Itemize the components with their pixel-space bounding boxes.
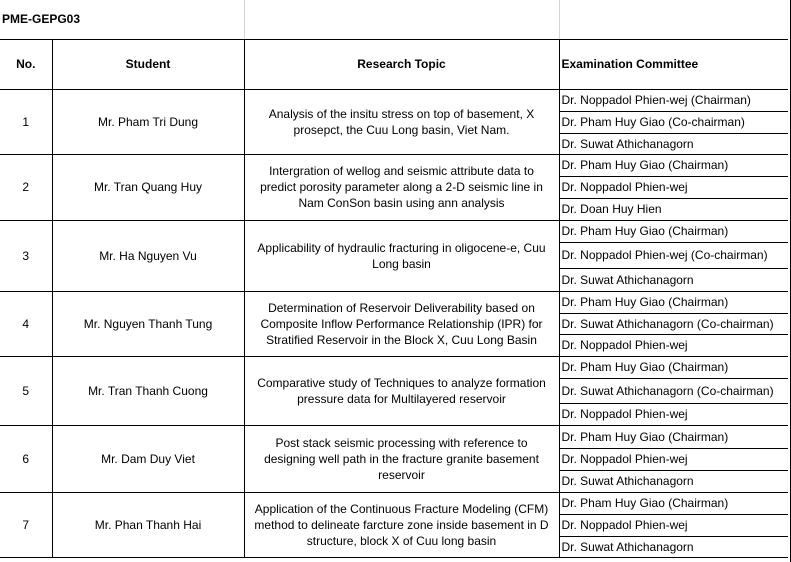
committee-member[interactable]: Dr. Noppadol Phien-wej: [559, 176, 788, 198]
committee-member[interactable]: Dr. Suwat Athichanagorn: [559, 470, 788, 492]
committee-member[interactable]: Dr. Suwat Athichanagorn: [559, 536, 788, 557]
sheet-title[interactable]: PME-GEPG03: [0, 0, 244, 39]
committee-member[interactable]: Dr. Pham Huy Giao (Chairman): [559, 492, 788, 514]
student-name[interactable]: Mr. Dam Duy Viet: [52, 425, 244, 492]
committee-member[interactable]: Dr. Pham Huy Giao (Co-chairman): [559, 111, 788, 133]
committee-member[interactable]: Dr. Noppadol Phien-wej (Co-chairman): [559, 242, 788, 268]
header-row: [0, 39, 788, 89]
committee-member[interactable]: Dr. Noppadol Phien-wej: [559, 403, 788, 425]
table-row: [0, 220, 788, 242]
blank-cell[interactable]: [559, 0, 788, 39]
table-row: [0, 89, 788, 111]
row-number[interactable]: 2: [0, 154, 52, 220]
student-name[interactable]: Mr. Nguyen Thanh Tung: [52, 291, 244, 356]
table-row: [0, 154, 788, 176]
student-name[interactable]: Mr. Tran Quang Huy: [52, 154, 244, 220]
row-number[interactable]: 6: [0, 425, 52, 492]
committee-member[interactable]: Dr. Noppadol Phien-wej: [559, 334, 788, 356]
committee-member[interactable]: Dr. Doan Huy Hien: [559, 198, 788, 220]
row-number[interactable]: 5: [0, 356, 52, 425]
committee-member[interactable]: Dr. Suwat Athichanagorn (Co-chairman): [559, 313, 788, 334]
research-topic[interactable]: Post stack seismic processing with reference to designing well path in the fracture granite basement reservoir: [244, 425, 559, 492]
student-name[interactable]: Mr. Ha Nguyen Vu: [52, 220, 244, 291]
committee-member[interactable]: Dr. Suwat Athichanagorn: [559, 268, 788, 291]
committee-member[interactable]: Dr. Suwat Athichanagorn (Co-chairman): [559, 378, 788, 403]
header-no[interactable]: No.: [0, 39, 52, 89]
table-row: [0, 356, 788, 378]
blank-cell[interactable]: [244, 0, 559, 39]
row-number[interactable]: 3: [0, 220, 52, 291]
committee-member[interactable]: Dr. Noppadol Phien-wej (Chairman): [559, 89, 788, 111]
student-name[interactable]: Mr. Phan Thanh Hai: [52, 492, 244, 557]
table-row: [0, 425, 788, 448]
research-topic[interactable]: Application of the Continuous Fracture Modeling (CFM) method to delineate farcture zone inside basement in D structure, block X of Cuu long basin: [244, 492, 559, 557]
title-row: [0, 0, 788, 39]
row-number[interactable]: 1: [0, 89, 52, 154]
student-name[interactable]: Mr. Tran Thanh Cuong: [52, 356, 244, 425]
header-student[interactable]: Student: [52, 39, 244, 89]
header-research-topic[interactable]: Research Topic: [244, 39, 559, 89]
student-name[interactable]: Mr. Pham Tri Dung: [52, 89, 244, 154]
committee-member[interactable]: Dr. Noppadol Phien-wej: [559, 448, 788, 470]
committee-member[interactable]: Dr. Pham Huy Giao (Chairman): [559, 154, 788, 176]
committee-member[interactable]: Dr. Noppadol Phien-wej: [559, 514, 788, 536]
research-topic[interactable]: Intergration of wellog and seismic attribute data to predict porosity parameter along a 2-D seismic line in Nam ConSon basin using ann analysis: [244, 154, 559, 220]
table-row: [0, 291, 788, 313]
research-topic[interactable]: Analysis of the insitu stress on top of basement, X prosepct, the Cuu Long basin, Viet Nam.: [244, 89, 559, 154]
research-topic[interactable]: Determination of Reservoir Deliverability based on Composite Inflow Performance Relationship (IPR) for Stratified Reservoir in the Block X, Cuu Long Basin: [244, 291, 559, 356]
committee-member[interactable]: Dr. Pham Huy Giao (Chairman): [559, 291, 788, 313]
research-topic[interactable]: Applicability of hydraulic fracturing in oligocene-e, Cuu Long basin: [244, 220, 559, 291]
row-number[interactable]: 7: [0, 492, 52, 557]
table-row: [0, 492, 788, 514]
research-topic[interactable]: Comparative study of Techniques to analyze formation pressure data for Multilayered reservoir: [244, 356, 559, 425]
row-number[interactable]: 4: [0, 291, 52, 356]
committee-member[interactable]: Dr. Pham Huy Giao (Chairman): [559, 220, 788, 242]
committee-member[interactable]: Dr. Pham Huy Giao (Chairman): [559, 425, 788, 448]
header-examination-committee[interactable]: Examination Committee: [559, 39, 788, 89]
committee-member[interactable]: Dr. Pham Huy Giao (Chairman): [559, 356, 788, 378]
committee-member[interactable]: Dr. Suwat Athichanagorn: [559, 133, 788, 154]
